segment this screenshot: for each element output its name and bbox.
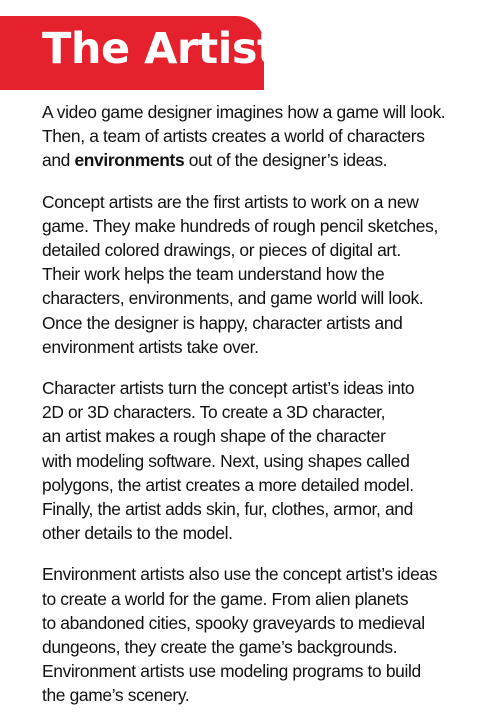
text-line: Character artists turn the concept artist’s ideas into (42, 378, 415, 399)
text-line: an artist makes a rough shape of the character (42, 426, 386, 447)
text-line: game. They make hundreds of rough pencil sketches, (42, 215, 438, 236)
text-line: A video game designer imagines how a game will look. (42, 102, 446, 122)
text-line: Once the designer is happy, character artists and (42, 312, 403, 333)
paragraph-intro (42, 100, 482, 173)
title-banner (0, 16, 303, 90)
text-line: detailed colored drawings, or pieces of digital art. (42, 240, 401, 261)
text-line-end: out of the designer’s ideas. (184, 150, 388, 171)
paragraph-environment-artists (42, 562, 482, 707)
text-line (42, 148, 482, 172)
paragraph-concept-artists (42, 190, 482, 359)
text-line: characters, environments, and game world will look. (42, 288, 424, 309)
text-line: to create a world for the game. From alien planets (42, 588, 409, 609)
keyword-environments: environments (74, 150, 185, 171)
text-line: Their work helps the team understand how the (42, 264, 385, 285)
text-line: Concept artists are the first artists to work on a new (42, 191, 419, 212)
text-line: with modeling software. Next, using shapes called (42, 450, 410, 471)
text-line: environment artists take over. (42, 336, 259, 357)
text-line: other details to the model. (42, 523, 233, 544)
text-line: polygons, the artist creates a more detailed model. (42, 474, 414, 495)
text-line: Then, a team of artists creates a world of characters (42, 126, 425, 147)
paragraph-character-artists (42, 376, 482, 545)
text-line: Finally, the artist adds skin, fur, clothes, armor, and (42, 499, 413, 520)
text-line-start: and (42, 150, 75, 171)
text-line: dungeons, they create the game’s backgrounds. (42, 637, 398, 658)
text-line: the game’s scenery. (42, 685, 190, 706)
article-body (42, 100, 482, 725)
text-line: Environment artists also use the concept artist’s ideas (42, 564, 438, 585)
text-line: 2D or 3D characters. To create a 3D character, (42, 402, 386, 423)
page-title: The Artists (42, 24, 303, 74)
text-line: Environment artists use modeling programs to build (42, 661, 421, 682)
text-line: to abandoned cities, spooky graveyards to medieval (42, 612, 425, 633)
